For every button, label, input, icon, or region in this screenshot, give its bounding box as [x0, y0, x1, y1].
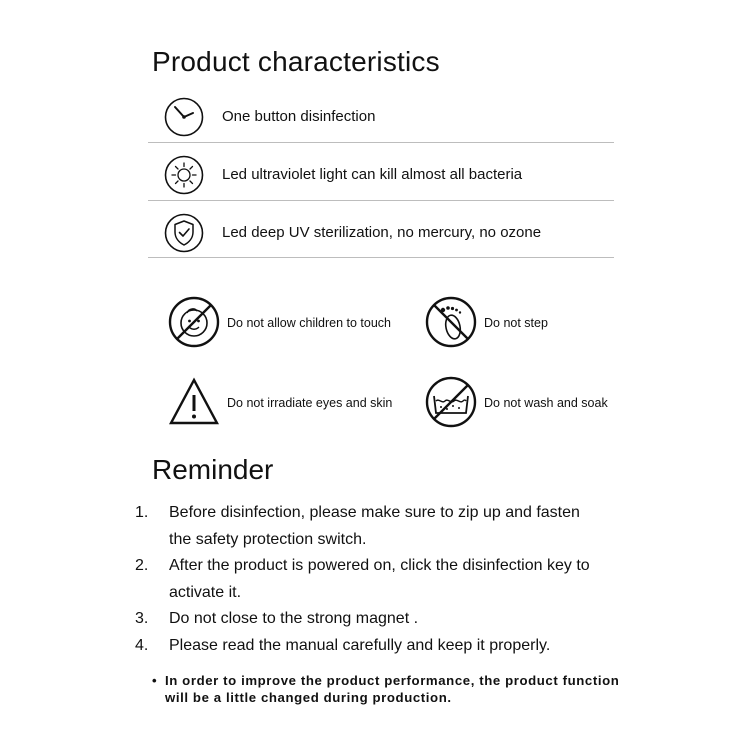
reminder-list: [135, 500, 592, 659]
item-text: Please read the manual carefully and keep it properly.: [169, 636, 551, 654]
divider: [148, 257, 614, 258]
item-number: 4.: [135, 636, 149, 654]
sun-icon: [164, 155, 204, 195]
feature-item-uv-light: [148, 146, 614, 204]
production-note: [152, 672, 622, 706]
item-text: Before disinfection, please make sure to zip up and fasten the safety protection switch.: [169, 504, 580, 548]
warning-label: Do not wash and soak: [484, 396, 608, 410]
warning-label: Do not irradiate eyes and skin: [227, 396, 393, 410]
list-item: [135, 606, 592, 633]
feature-label: One button disinfection: [222, 108, 376, 125]
shield-check-icon: [164, 213, 204, 253]
item-number: 1.: [135, 504, 149, 521]
warning-label: Do not step: [484, 316, 548, 330]
list-item: [135, 553, 592, 606]
item-text: After the product is powered on, click the disinfection key to activate it.: [169, 557, 590, 601]
reminder-title: Reminder: [152, 454, 274, 485]
no-step-icon: [425, 296, 477, 348]
no-children-icon: [168, 296, 220, 348]
list-item: [135, 500, 592, 553]
divider: [148, 142, 614, 143]
note-text: In order to improve the product performance, the product function will be a little changed during production.: [165, 673, 620, 705]
feature-item-deep-uv: [148, 204, 614, 262]
item-number: 2.: [135, 557, 149, 574]
clock-icon: [164, 97, 204, 137]
warning-label: Do not allow children to touch: [227, 316, 391, 330]
warning-triangle-icon: [168, 376, 220, 428]
item-text: Do not close to the strong magnet .: [169, 610, 419, 627]
list-item: [135, 633, 592, 660]
feature-item-one-button: [148, 88, 614, 146]
item-number: 3.: [135, 610, 149, 627]
bullet: •: [152, 673, 158, 688]
no-wash-icon: [425, 376, 477, 428]
feature-label: Led deep UV sterilization, no mercury, no ozone: [222, 224, 542, 241]
page-title: Product characteristics: [152, 46, 440, 77]
divider: [148, 200, 614, 201]
feature-label: Led ultraviolet light can kill almost all bacteria: [222, 166, 523, 183]
